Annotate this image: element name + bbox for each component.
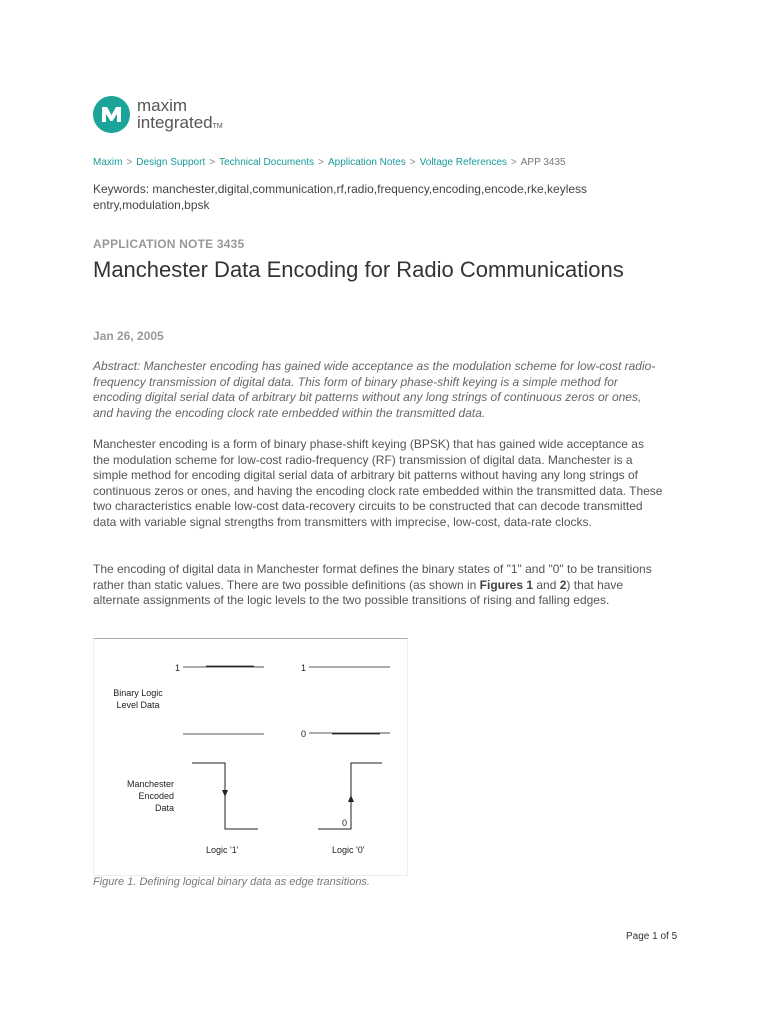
breadcrumb-link-maxim[interactable]: Maxim	[93, 157, 123, 168]
logic-one-label: Logic '1'	[206, 845, 239, 855]
manchester-diagram	[94, 639, 407, 875]
breadcrumb-link-application-notes[interactable]: Application Notes	[327, 157, 406, 168]
manchester-label: Manchester	[126, 779, 174, 789]
para2-text-before: The encoding of digital data in Manchester format defines the binary states of "1" and "0" to be transitions rather than static values. There are two possible definitions (as shown in	[93, 562, 652, 592]
breadcrumb-separator: >	[126, 157, 133, 168]
data-label: Data	[154, 803, 174, 813]
logo-line-maxim: maxim	[137, 96, 188, 115]
encoded-label: Encoded	[138, 791, 174, 801]
para2-text-mid: and	[533, 577, 560, 592]
figure-1-caption: Figure 1. Defining logical binary data as edge transitions.	[93, 876, 370, 888]
binary-logic-label: Binary Logic	[113, 688, 163, 698]
up-arrow-icon	[348, 795, 354, 802]
keywords: Keywords: manchester,digital,communication,rf,radio,frequency,encoding,encode,rke,keyless entry,modulation,bpsk	[93, 182, 588, 212]
down-arrow-icon	[222, 790, 228, 797]
logo-line-integrated: integrated	[137, 113, 213, 132]
level-data-label: Level Data	[116, 700, 160, 710]
breadcrumb-separator: >	[510, 157, 517, 168]
breadcrumb-separator: >	[409, 157, 416, 168]
breadcrumb-link-voltage-references[interactable]: Voltage References	[419, 157, 507, 168]
breadcrumb	[93, 157, 566, 168]
binary-one-right-label: 1	[301, 663, 307, 673]
abstract: Abstract: Manchester encoding has gained wide acceptance as the modulation scheme for low-cost radio-frequency transmission of digital data. This form of binary phase-shift keying is a simple method for encoding digital serial data of arbitrary bit patterns without any long strings of continuous zeros or ones, and having the encoding clock rate embedded within the transmitted data.	[93, 359, 656, 420]
figure-2-reference: 2	[559, 577, 567, 592]
publish-date: Jan 26, 2005	[93, 329, 164, 343]
app-note-label: APPLICATION NOTE 3435	[93, 237, 245, 251]
breadcrumb-link-design-support[interactable]: Design Support	[136, 157, 206, 168]
figure-1-reference: Figures 1	[479, 577, 534, 592]
breadcrumb-link-technical-documents[interactable]: Technical Documents	[219, 157, 315, 168]
figure-1	[93, 638, 408, 876]
binary-zero-right-label: 0	[301, 729, 307, 739]
breadcrumb-separator: >	[318, 157, 324, 168]
para2-text-after: ) that have alternate assignments of the logic levels to the two possible transitions of rising and falling edges.	[93, 577, 624, 607]
body-paragraph-1: Manchester encoding is a form of binary phase-shift keying (BPSK) that has gained wide acceptance as the modulation scheme for low-cost radio-frequency (RF) transmission of digital data. Manchester is a simple method for encoding digital serial data of arbitrary bit patterns without having any long strings of continuous zeros or ones, and having the encoding clock rate embedded within the transmitted data. These two characteristics enable low-cost data-recovery circuits to be constructed that can decode transmitted data with variable signal strengths from transmitters with imprecise, low-cost, data-rate clocks.	[93, 437, 663, 529]
breadcrumb-separator: >	[209, 157, 216, 168]
breadcrumb-current: APP 3435	[520, 157, 566, 168]
logo-wordmark	[137, 97, 223, 135]
page-number: Page 1 of 5	[626, 931, 678, 942]
logic-zero-label: Logic '0'	[332, 845, 365, 855]
body-paragraph-2	[93, 562, 663, 609]
binary-one-left-label: 1	[175, 663, 181, 673]
waveform-zero-label: 0	[342, 818, 348, 828]
rising-edge-waveform	[318, 763, 382, 829]
logo-tm: TM	[212, 123, 223, 130]
maxim-logo-icon	[93, 96, 130, 133]
page-title: Manchester Data Encoding for Radio Communications	[93, 257, 624, 282]
maxim-integrated-logo[interactable]	[93, 96, 243, 136]
